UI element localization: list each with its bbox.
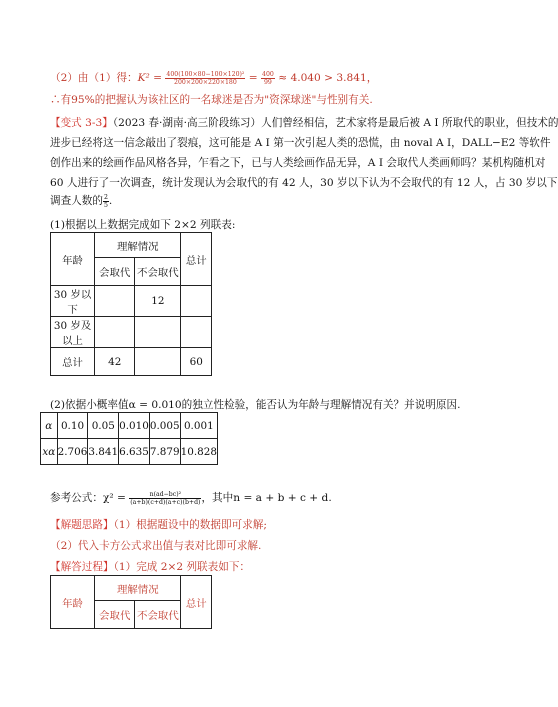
table1-cell: [181, 317, 212, 348]
variant-line-3: 创作出来的绘画作品风格各异，乍看之下，已与人类绘画作品无异，A I 会取代人类画师吗？某机构随机对: [50, 157, 546, 169]
alpha-value: 0.05: [88, 413, 119, 439]
k2-simplified-numerator: 400: [262, 70, 274, 78]
alpha-table: [40, 412, 218, 465]
chi2-fraction: [129, 491, 201, 506]
k2-fraction: [165, 71, 245, 86]
k2-symbol: K² =: [137, 72, 163, 84]
variant-text-5: 调查人数的: [50, 195, 103, 207]
alpha-row-label: α: [41, 413, 58, 439]
variant-text-1: （2023 春·湖南·高三阶段练习）人们曾经相信，艺术家将是最后被 A I 所取代的职业，但技术的: [112, 117, 558, 129]
solution-process-line-1: [50, 559, 250, 574]
table1-cell: [135, 348, 181, 376]
table1-header-will-replace: 会取代: [95, 258, 135, 286]
variant-text-5-end: .: [108, 195, 113, 207]
table2-header-wont-replace: 不会取代: [135, 601, 181, 629]
question-1: (1)根据以上数据完成如下 2×2 列联表:: [50, 219, 236, 231]
chi2-numerator: n(ad−bc)²: [129, 491, 201, 499]
alpha-value: 0.001: [180, 413, 217, 439]
table-row: [41, 439, 218, 465]
table1-cell: [135, 317, 181, 348]
k2-simplified-denominator: 99: [264, 78, 272, 86]
alpha-value: 0.010: [119, 413, 150, 439]
contingency-table-1: [50, 232, 212, 376]
x-value: 10.828: [180, 439, 217, 465]
solution-process-tag: 【解答过程】: [50, 561, 114, 573]
alpha-value: 0.10: [57, 413, 88, 439]
ratio-numerator: 2: [103, 193, 108, 201]
x-value: 7.879: [149, 439, 180, 465]
variant-tag: 【变式 3-3】: [50, 117, 113, 129]
table1-header-age: 年龄: [51, 233, 95, 286]
contingency-table-2: [50, 575, 212, 629]
table1-header-total: 总计: [181, 233, 212, 286]
part2-calc-line: [50, 70, 377, 86]
solution-idea-tag: 【解题思路】: [50, 519, 114, 531]
table1-row3-label: 总计: [51, 348, 95, 376]
table-row: [51, 348, 212, 376]
table2-header-will-replace: 会取代: [95, 601, 135, 629]
table-row: [51, 317, 212, 348]
table1-cell: [181, 286, 212, 317]
k2-result: ≈ 4.040 > 3.841，: [274, 72, 378, 84]
k2-denominator: 200×200×220×180: [174, 78, 237, 86]
x-row-label: xα: [41, 439, 58, 465]
equals-sign: =: [245, 72, 262, 84]
table1-row2-label: 30 岁及以上: [51, 317, 95, 348]
variant-line-1: [50, 115, 558, 130]
solution-idea-line-2: （2）代入卡方公式求出值与表对比即可求解.: [50, 540, 262, 552]
table2-header-understanding: 理解情况: [95, 576, 181, 601]
variant-line-4: 60 人进行了一次调查，统计发现认为会取代的有 42 人，30 岁以下认为不会取代的有 12 人，占 30 岁以下: [50, 177, 558, 189]
reference-formula: [50, 490, 332, 506]
solution-process-text-1: （1）完成 2×2 列联表如下：: [113, 561, 251, 573]
table2-header-age: 年龄: [51, 576, 95, 629]
table-row: [51, 286, 212, 317]
k2-numerator: 400(100×80−100×120)²: [166, 70, 245, 78]
solution-idea-line-1: [50, 517, 267, 532]
variant-line-2: 进步已经将这一信念敲出了裂痕，这可能是 A I 第一次引起人类的恐慌，由 noval A I，DALL−E2 等软件: [50, 137, 551, 149]
formula-prefix: 参考公式：χ² =: [50, 492, 126, 504]
x-value: 6.635: [119, 439, 150, 465]
solution-idea-text-1: （1）根据题设中的数据即可求解;: [113, 519, 267, 531]
table2-header-total: 总计: [181, 576, 212, 629]
part2-conclusion: ∴有95%的把握认为该社区的一名球迷是否为"资深球迷"与性别有关.: [50, 94, 373, 106]
table1-row3-will: 42: [95, 348, 135, 376]
question-2: (2)依据小概率值α = 0.010的独立性检验，能否认为年龄与理解情况有关？并说明原因.: [50, 399, 461, 411]
k2-simplified-fraction: [261, 71, 275, 86]
alpha-value: 0.005: [149, 413, 180, 439]
x-value: 3.841: [88, 439, 119, 465]
table1-cell: [95, 317, 135, 348]
formula-suffix: ，其中n = a + b + c + d.: [201, 492, 332, 504]
table1-header-understanding: 理解情况: [95, 233, 181, 258]
table-row: [41, 413, 218, 439]
table1-row1-wont: 12: [135, 286, 181, 317]
table1-row3-total: 60: [181, 348, 212, 376]
x-value: 2.706: [57, 439, 88, 465]
ratio-denominator: 5: [103, 201, 108, 209]
part2-prefix: （2）由（1）得：: [50, 72, 138, 84]
table1-cell: [95, 286, 135, 317]
table1-row1-label: 30 岁以下: [51, 286, 95, 317]
variant-line-5: [50, 193, 112, 209]
chi2-denominator: (a+b)(c+d)(a+c)(b+d): [130, 498, 201, 506]
table1-header-wont-replace: 不会取代: [135, 258, 181, 286]
